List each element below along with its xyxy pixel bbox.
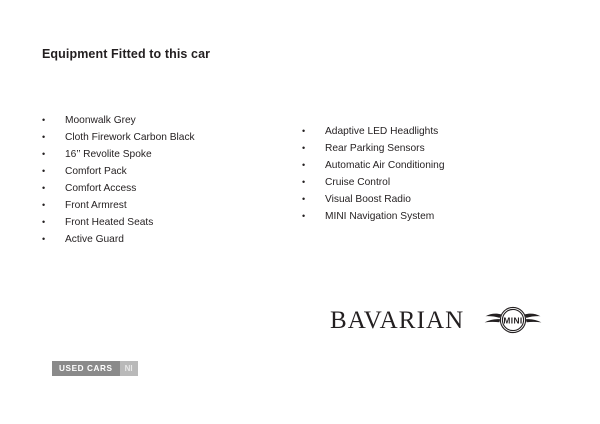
list-item	[42, 112, 302, 129]
used-cars-label: USED CARS	[52, 361, 120, 376]
list-item	[42, 180, 302, 197]
list-item	[42, 197, 302, 214]
feature-list-right	[302, 123, 562, 225]
list-item-label: Cruise Control	[325, 177, 391, 188]
bullet-icon: •	[42, 149, 46, 159]
bullet-icon: •	[42, 200, 46, 210]
feature-list-left	[42, 112, 302, 248]
used-cars-badge	[52, 361, 138, 376]
equipment-column-left	[42, 112, 302, 248]
list-item-label: Active Guard	[65, 234, 124, 245]
bullet-icon: •	[42, 234, 46, 244]
mini-wings-logo-icon	[480, 303, 546, 337]
bullet-icon: •	[302, 126, 306, 136]
list-item	[42, 146, 302, 163]
list-item-label: Visual Boost Radio	[325, 194, 411, 205]
list-item-label: Moonwalk Grey	[65, 115, 136, 126]
list-item	[42, 214, 302, 231]
brand-block	[330, 303, 546, 337]
list-item-label: Front Heated Seats	[65, 217, 154, 228]
list-item-label: Comfort Access	[65, 183, 137, 194]
list-item	[302, 140, 562, 157]
used-cars-region-tag: NI	[120, 361, 138, 376]
list-item-label: Rear Parking Sensors	[325, 143, 425, 154]
list-item-label: Front Armrest	[65, 200, 127, 211]
list-item	[302, 123, 562, 140]
list-item	[42, 231, 302, 248]
list-item-label: 16’’ Revolite Spoke	[65, 149, 152, 160]
list-item-label: Comfort Pack	[65, 166, 127, 177]
bullet-icon: •	[302, 177, 306, 187]
list-item	[302, 191, 562, 208]
bullet-icon: •	[302, 160, 306, 170]
bullet-icon: •	[42, 217, 46, 227]
bullet-icon: •	[42, 115, 46, 125]
bullet-icon: •	[302, 143, 306, 153]
dealer-name: BAVARIAN	[330, 306, 465, 334]
bullet-icon: •	[42, 166, 46, 176]
equipment-columns	[42, 112, 562, 248]
bullet-icon: •	[42, 132, 46, 142]
list-item	[42, 163, 302, 180]
equipment-column-right	[302, 112, 562, 225]
page-title: Equipment Fitted to this car	[42, 47, 211, 61]
list-item	[302, 208, 562, 225]
list-item-label: Adaptive LED Headlights	[325, 126, 439, 137]
list-item-label: MINI Navigation System	[325, 211, 435, 222]
list-item	[302, 157, 562, 174]
bullet-icon: •	[302, 211, 306, 221]
list-item	[42, 129, 302, 146]
bullet-icon: •	[42, 183, 46, 193]
list-item-label: Cloth Firework Carbon Black	[65, 132, 195, 143]
bullet-icon: •	[302, 194, 306, 204]
mini-logo-text: MINI	[503, 315, 523, 326]
list-item-label: Automatic Air Conditioning	[325, 160, 445, 171]
list-item	[302, 174, 562, 191]
